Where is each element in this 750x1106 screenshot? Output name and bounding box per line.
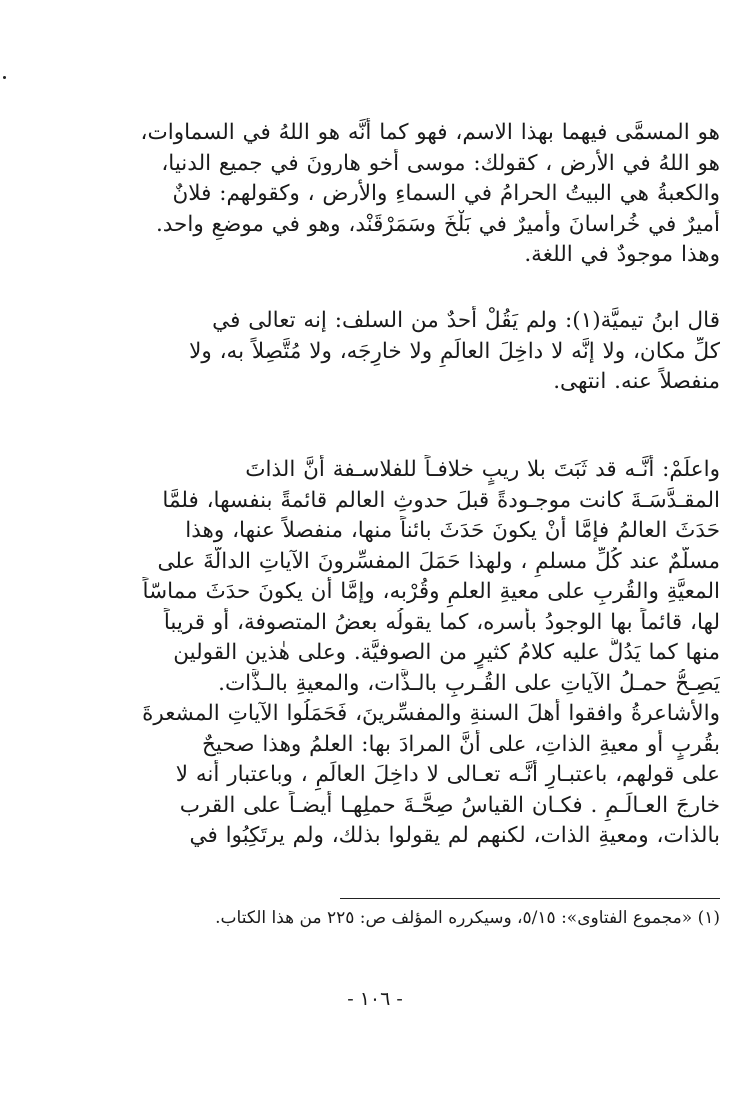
text-line: على قولهم، باعتبـارِ أنَّـه تعـالى لا داخِلَ العالَمِ ، وباعتبار أنه لا	[175, 762, 720, 787]
text-line: والكعبةُ هي البيتُ الحرامُ في السماءِ والأرض ، وكقولهم: فلانٌ	[172, 181, 720, 206]
text-line: كلِّ مكان، ولا إنَّه لا داخِلَ العالَمِ ولا خارِجَه، ولا مُتَّصِلاً به، ولا	[189, 338, 720, 364]
paragraph-3	[100, 455, 720, 852]
text-line: منفصلاً عنه. انتهى.	[553, 369, 720, 394]
footnote-divider	[340, 898, 720, 899]
text-line: هو المسمَّى فيهما بهذا الاسم، فهو كما أنَّه هو اللهُ في السماوات،	[140, 120, 720, 145]
text-line: يَصِـحُّ حمـلُ الآياتِ على القُـربِ بالـذَّات، والمعيةِ بالـذَّات.	[218, 670, 720, 696]
text-line: منها كما يَدُلُّ عليه كلامُ كثيرٍ من الصوفيَّة. وعلى هٰذين القولين	[173, 640, 720, 665]
footnote: (١) «مجموع الفتاوى»: ٥/١٥، وسيكرره المؤلف ص: ٢٢٥ من هذا الكتاب.	[215, 908, 720, 928]
text-line: قال ابنُ تيميَّة(١): ولم يَقُلْ أحدٌ من السلف: إنه تعالى في	[212, 308, 720, 333]
text-line: والأشاعرةُ وافقوا أهلَ السنةِ والمفسِّرينَ، فَحَمَلُوا الآياتِ المشعرةَ	[142, 701, 720, 726]
text-line: وهذا موجودٌ في اللغة.	[524, 242, 720, 267]
text-line: هو اللهُ في الأرض ، كقولك: موسى أخو هارونَ في جميع الدنيا،	[161, 150, 720, 176]
text-line: المقـدَّسَـةَ كانت موجـودةً قبلَ حدوثِ العالم قائمةً بنفسها، فلمَّا	[162, 487, 720, 513]
text-line: بقُربٍ أو معيةِ الذاتِ، على أنَّ المرادَ بها: العلمُ وهذا صحيحٌ	[201, 731, 720, 757]
paragraph-1	[100, 118, 720, 271]
text-line: أميرٌ في خُراسانَ وأميرٌ في بَلْخَ وسَمَرْقَنْد، وهو في موضعٍ واحد.	[155, 211, 720, 237]
text-line: المعيَّةِ والقُربِ على معيةِ العلمِ وقُرْبه، وإمَّا أن يكونَ حدَثَ مماسّاً	[142, 579, 720, 604]
stray-ink-dot	[3, 76, 6, 79]
page-number: - ١٠٦ -	[347, 988, 403, 1010]
text-line: مسلَّمٌ عند كُلِّ مسلمٍ ، ولهذا حَمَلَ المفسِّرونَ الآياتِ الدالَّةَ على	[157, 548, 720, 574]
text-line: خارجَ العـالَـمِ . فكـان القياسُ صِحَّـةَ حملِهـا أيضـاً على القرب	[179, 792, 720, 818]
text-line: واعلَمْ: أنَّـه قد ثَبَتَ بلا ريبٍ خلافـاً للفلاسـفة أنَّ الذاتَ	[245, 457, 720, 482]
text-line: بالذات، ومعيةِ الذات، لكنهم لم يقولوا بذلك، ولم يرتَكِبُوا في	[189, 823, 720, 848]
text-line: لها، قائماً بها الوجودُ بأسره، كما يقولُه بعضُ المتصوفة، أو قريباً	[163, 609, 720, 635]
text-line: حَدَثَ العالمُ فإمَّا أنْ يكونَ حَدَثَ بائناً منها، منفصلاً عنها، وهذا	[185, 518, 720, 543]
paragraph-2	[100, 306, 720, 398]
